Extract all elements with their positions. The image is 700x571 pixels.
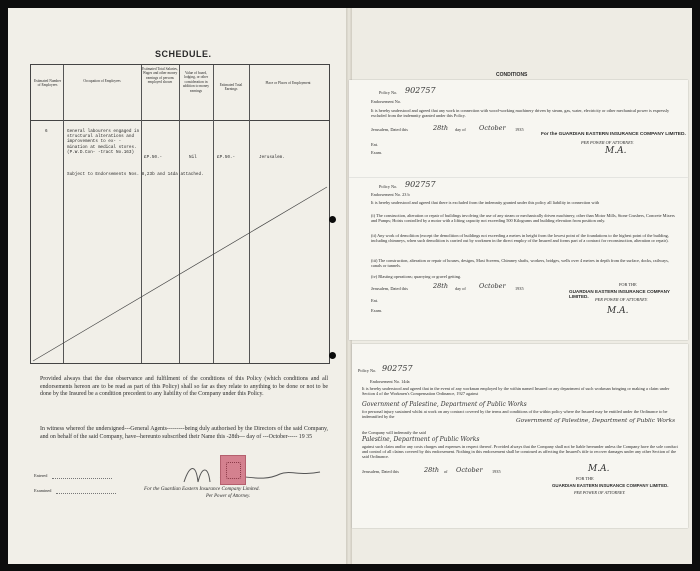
slip2-ent-label: Ent. — [371, 298, 379, 303]
col-header-board: Value of board, lodging, or other consideration in addition to money earnings — [182, 71, 210, 93]
slip1-policy-no: 902757 — [405, 86, 436, 95]
slip2-policy-no: 902757 — [405, 180, 436, 189]
col-header-occupation: Occupation of Employees — [83, 79, 121, 83]
slip2-attorney: PER POWER OF ATTORNEY. — [595, 297, 648, 302]
col-header-wages: Estimated Total Salaries, Wages and other money earnings of persons employed shown — [142, 67, 178, 85]
col-header-employees: Estimated Number of Employees — [33, 79, 62, 88]
slip3-hand-3: Palestine, Department of Public Works — [362, 436, 480, 443]
slip1-attorney: PER POWER OF ATTORNEY. — [581, 140, 634, 145]
entered-line — [52, 478, 112, 479]
punch-hole — [329, 216, 336, 223]
slip3-hand-1: Government of Palestine, Department of Public Works — [362, 401, 527, 408]
slip1-month: October — [479, 124, 506, 132]
slip3-day-label: of — [444, 469, 448, 474]
stamp-emblem — [226, 462, 241, 479]
slip3-year: 1935 — [492, 469, 501, 474]
slip1-day-label: day of — [455, 127, 466, 132]
slip1-signature: M.A. — [605, 146, 627, 156]
slip1-exam-label: Exam. — [371, 150, 383, 155]
examined-label: Examined — [34, 488, 52, 493]
slip3-attorney: PER POWER OF ATTORNEY. — [574, 490, 626, 495]
slip3-body-3: the Company will indemnify the said — [362, 430, 426, 435]
slip3-day: 28th — [424, 466, 440, 474]
slip3-endorsement-label: Endorsement No. 14da — [370, 379, 410, 384]
revenue-stamp — [220, 455, 246, 485]
diagonal-strike-line — [33, 187, 327, 361]
slip2-policy-label: Policy No. — [379, 184, 398, 189]
slip2-item-1: (i) The construction, alteration or repair of buildings involving the use of any steam or mechanically driven machinery, other than Motor Mills, Stone Crushers, Concrete Mixers and Pumps; Hoists controlled by a motor with a lifting capacity not exceeding 500 Kilograms and building elevation from position only. — [371, 213, 675, 224]
slip1-body: It is hereby understood and agreed that any work in connection with wood-working machinery driven by steam, gas, water, electricity or other mechanical power is expressly excluded from the indemnity granted under this Policy. — [371, 108, 670, 119]
cell-wages: £P.50.- — [144, 155, 163, 160]
slip2-year: 1935 — [515, 286, 524, 291]
slip2-item-4: (iv) Blasting operations; quarrying or gravel getting. — [371, 274, 462, 279]
schedule-table — [30, 64, 330, 364]
slip2-exam-label: Exam. — [371, 308, 383, 313]
slip3-policy-label: Policy No. — [358, 368, 377, 373]
conditions-header: CONDITIONS — [496, 72, 528, 78]
entered-label: Entered — [34, 473, 48, 478]
cell-total: £P.50.- — [217, 155, 236, 160]
power-of-attorney-label: Per Power of Attorney. — [206, 494, 251, 499]
col-header-total: Estimated Total Earnings — [219, 83, 243, 92]
slip2-company: GUARDIAN EASTERN INSURANCE COMPANY LIMITED. — [569, 289, 670, 299]
punch-hole — [329, 352, 336, 359]
slip3-for-label: FOR THE — [576, 476, 594, 481]
examined-line — [56, 493, 116, 494]
subject-line: Subject to Endorsements Nos. 8,23b and 14da attached. — [67, 172, 204, 177]
slip2-item-2: (ii) Any work of demolition (except the demolition of buildings not exceeding a metres in height from the lowest point of the foundations to the highest point of the building, including chimneys, when such demolition is carried out by workmen in the direct employ of the Insured and forms part of a contract for reconstruction, alteration or repair). — [371, 233, 669, 244]
slip3-body-2: for personal injury sustained whilst at work on any contract covered by the terms and conditions of the within policy where the Insured may be entitled under the Ordinance to be indemnified by the — [362, 409, 668, 420]
slip3-body: It is hereby understood and agreed that in the event of any workman employed by the within named Insured or any department of such workman bringing or making a claim under Section 4 of the Workmen's Compensation Ordinance, 1927 against — [362, 386, 670, 397]
cell-occupation: General labourers engaged in structural alterations and improvements to ex- -mination at medical stores.(P.W.D.Con- -tract No.163) — [67, 129, 140, 155]
provided-clause: Provided always that the due observance and fulfilment of the conditions of this Policy (which conditions and all endorsements hereon are to be read as part of this Policy) shall so far as they relate to anything to be done or not to be done by the Insured be a condition precedent to any liability of the Company under this Policy. — [40, 376, 328, 398]
slip1-day: 28th — [433, 124, 449, 132]
schedule-title: SCHEDULE. — [155, 49, 212, 59]
endorsement-slip-1 — [349, 80, 688, 178]
witness-clause: In witness whereof the undersigned---General Agents---------being duly authorised by the Directors of the said Company, and on behalf of the said Company, have--hereunto subscribed their Name this -28th--- day of ---October----- 19 35 — [40, 426, 328, 440]
endorsement-slip-3 — [352, 344, 688, 528]
col-header-place: Place or Places of Employment — [265, 81, 311, 85]
slip1-dated-prefix: Jerusalem, Dated this — [371, 127, 408, 132]
slip2-endorsement-label: Endorsement No. 23 b — [371, 192, 410, 197]
slip3-company: GUARDIAN EASTERN INSURANCE COMPANY LIMITED. — [552, 483, 669, 488]
cell-place: Jerusalem. — [259, 155, 285, 160]
company-signature-line: For the Guardian Eastern Insurance Company Limited. — [144, 486, 260, 492]
slip3-dated-prefix: Jerusalem, Dated this — [362, 469, 399, 474]
slip3-body-4: against such claim and/or any costs charges and expenses in respect thereof. Provided always that the Company shall not be liable hereunder unless the Company have the sole conduct and control of all claims covered by this endorsement. Nothing in this endorsement shall be construed as affecting the Insured's title to recover damages under any other Section of the said Ordinance. — [362, 444, 678, 460]
slip2-item-3: (iii) The construction, alteration or repair of houses, designs, Mast Screens, Chimney shafts, workers, bridges, wells over 4 metres in depth from the surface, docks, railways, canals or tunnels. — [371, 258, 669, 269]
slip2-dated-prefix: Jerusalem, Dated this — [371, 286, 408, 291]
slip2-body: It is hereby understood and agreed that there is excluded from the indemnity granted under this policy all liability in connection with — [371, 200, 600, 205]
slip3-month: October — [456, 466, 483, 474]
slip2-month: October — [479, 282, 506, 290]
slip1-year: 1935 — [515, 127, 524, 132]
slip3-hand-2: Government of Palestine, Department of Public Works — [516, 418, 676, 424]
slip3-policy-no: 902757 — [382, 364, 413, 373]
slip2-for-label: FOR THE — [619, 282, 637, 287]
slip2-day-label: day of — [455, 286, 466, 291]
slip1-ent-label: Ent. — [371, 142, 379, 147]
cell-employees: 6 — [45, 129, 48, 134]
slip3-signature: M.A. — [588, 464, 610, 474]
slip2-day: 28th — [433, 282, 449, 290]
slip1-policy-label: Policy No. — [379, 90, 398, 95]
slip2-signature: M.A. — [607, 306, 629, 316]
cell-board: Nil — [189, 155, 197, 160]
slip1-company: For the GUARDIAN EASTERN INSURANCE COMPANY LIMITED. — [541, 132, 686, 137]
slip1-endorsement-label: Endorsement No. — [371, 99, 402, 104]
endorsement-slip-2 — [349, 178, 688, 340]
